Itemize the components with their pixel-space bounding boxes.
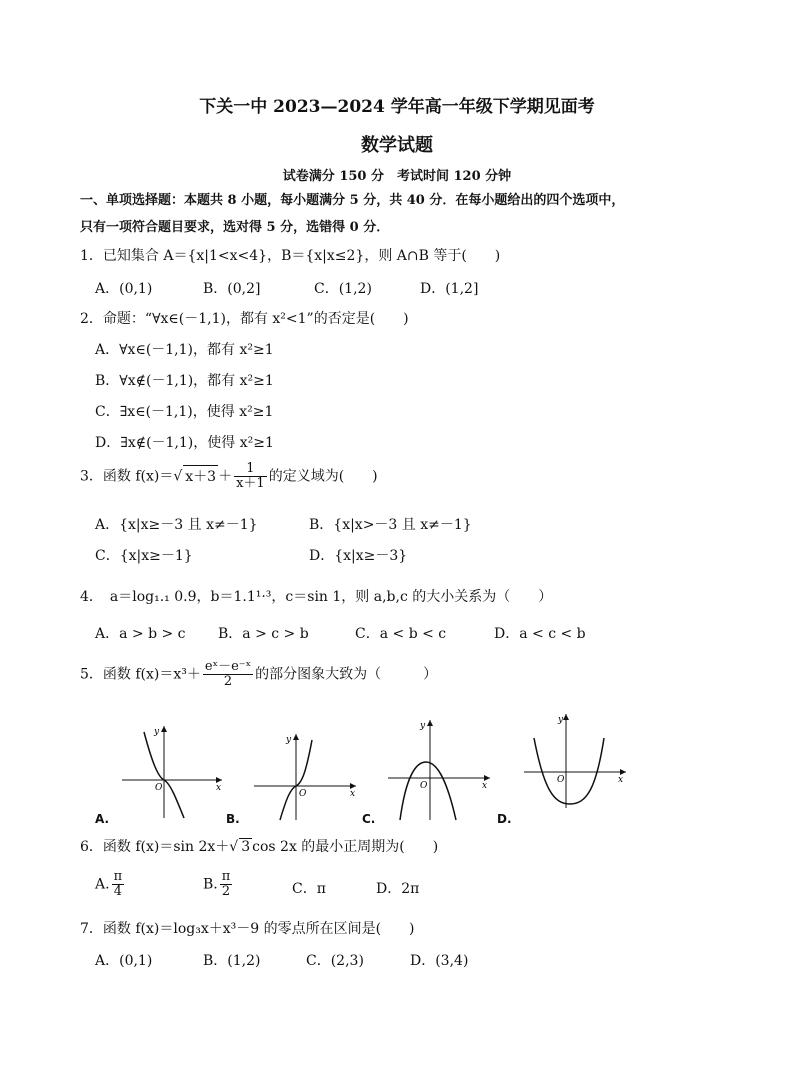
q3-option-d: D．{x|x≥－3}: [309, 548, 408, 564]
q6-prefix: 6．函数 f(x)＝sin 2x＋: [80, 839, 230, 855]
q5-b-origin: O: [299, 789, 307, 799]
q4-option-b: B．a > c > b: [218, 626, 309, 642]
q5-graph-d-label: D.: [497, 812, 512, 826]
q5-graph-c-label: C.: [362, 812, 376, 826]
exam-info: 试卷满分 150 分 考试时间 120 分钟: [282, 169, 512, 184]
q5-stem: [80, 660, 437, 689]
q5-c-origin: O: [420, 781, 428, 791]
q3-suffix: 的定义域为( ): [268, 468, 378, 485]
section-heading-line1: 一、单项选择题：本题共 8 小题，每小题满分 5 分，共 40 分．在每小题给出的四个选项中，: [80, 193, 625, 208]
q7-option-d: D．(3,4): [410, 953, 469, 969]
q2-option-d: D．∃x∉(－1,1)，使得 x²≥1: [95, 435, 274, 451]
q3-option-c: C．{x|x≥－1}: [95, 548, 193, 564]
q6-option-b: [203, 870, 234, 899]
q6-sqrt-body: 3: [241, 839, 251, 855]
q1-option-b: B．(0,2]: [203, 281, 261, 297]
exam-title: 下关一中 2023—2024 学年高一年级下学期见面考: [199, 97, 595, 117]
q3-frac-num: 1: [234, 462, 267, 477]
q5-graph-b-label: B.: [226, 812, 240, 826]
q4-option-a: A．a > b > c: [95, 626, 186, 642]
q3-plus: ＋: [218, 468, 233, 485]
q6-b-den: 2: [221, 884, 231, 899]
q5-d-origin: O: [557, 775, 565, 785]
q5-graph-d: [520, 710, 632, 810]
q6-suffix: cos 2x 的最小正周期为( ): [252, 839, 439, 855]
q5-d-x-label: x: [618, 775, 624, 785]
q6-a-num: π: [113, 869, 123, 884]
q2-stem: 2．命题：“∀x∈(－1,1)，都有 x²<1”的否定是( ): [80, 311, 409, 327]
q6-option-a-label: A.: [95, 876, 110, 893]
q2-option-c: C．∃x∈(－1,1)，使得 x²≥1: [95, 404, 274, 420]
q6-b-num: π: [221, 869, 231, 884]
q7-option-c: C．(2,3): [306, 953, 364, 969]
q5-d-y-label: y: [558, 715, 564, 725]
q3-sqrt-body: x＋3: [183, 465, 218, 486]
q6-option-c: C．π: [292, 881, 326, 897]
q1-option-d: D．(1,2]: [420, 281, 479, 297]
q3-frac-den: x＋1: [236, 476, 265, 491]
section-heading-line2: 只有一项符合题目要求，选对得 5 分，选错得 0 分．: [80, 220, 390, 235]
q3-option-b: B．{x|x>－3 且 x≠－1}: [309, 517, 472, 533]
q5-suffix: 的部分图象大致为（ ）: [255, 666, 438, 683]
q5-b-x-label: x: [350, 789, 356, 799]
q5-fraction: [203, 660, 253, 689]
q3-fraction: [234, 462, 267, 491]
q2-option-a: A．∀x∈(－1,1)，都有 x²≥1: [95, 342, 274, 358]
q3-option-a: A．{x|x≥－3 且 x≠－1}: [95, 517, 258, 533]
q6-sqrt-sign: √: [229, 839, 239, 855]
q5-graph-b: [250, 730, 362, 822]
q6-option-d: D．2π: [376, 881, 420, 897]
q6-a-den: 4: [113, 884, 122, 899]
q5-c-y-label: y: [420, 721, 426, 731]
q6-option-b-frac: [220, 870, 233, 899]
q5-a-x-label: x: [216, 783, 222, 793]
q5-graph-c: [384, 716, 496, 822]
q7-option-b: B．(1,2): [203, 953, 261, 969]
q6-stem: [80, 836, 438, 856]
q5-frac-den: 2: [223, 674, 233, 689]
subject-title: 数学试题: [361, 135, 433, 156]
q2-option-b: B．∀x∉(－1,1)，都有 x²≥1: [95, 373, 274, 389]
q3-prefix: 3．函数 f(x)＝: [80, 468, 174, 485]
q5-graph-a: [118, 722, 228, 822]
q5-b-y-label: y: [286, 735, 292, 745]
q5-c-x-label: x: [482, 781, 488, 791]
q7-stem: 7．函数 f(x)＝log₃x＋x³－9 的零点所在区间是( ): [80, 921, 415, 937]
q1-stem: 1．已知集合 A＝{x|1<x<4}，B＝{x|x≤2}，则 A∩B 等于( ): [80, 248, 501, 264]
q5-graph-a-label: A.: [95, 812, 110, 826]
q1-option-c: C．(1,2): [314, 281, 372, 297]
q3-sqrt-sign: √: [173, 468, 183, 485]
q5-a-origin: O: [155, 783, 163, 793]
q5-a-y-label: y: [154, 727, 160, 737]
q5-frac-num: eˣ－e⁻ˣ: [204, 659, 252, 674]
q5-prefix: 5．函数 f(x)＝x³＋: [80, 666, 201, 683]
q6-option-b-label: B.: [203, 876, 218, 893]
q4-stem: 4． a＝log₁.₁ 0.9，b＝1.1¹·³，c＝sin 1，则 a,b,c 的大小关系为（ ）: [80, 589, 553, 605]
q6-option-a: [95, 870, 126, 899]
q4-option-c: C．a < b < c: [355, 626, 447, 642]
q4-option-d: D．a < c < b: [494, 626, 586, 642]
q3-stem: [80, 462, 378, 491]
q1-option-a: A．(0,1): [95, 281, 153, 297]
q6-option-a-frac: [112, 870, 125, 899]
q7-option-a: A．(0,1): [95, 953, 153, 969]
